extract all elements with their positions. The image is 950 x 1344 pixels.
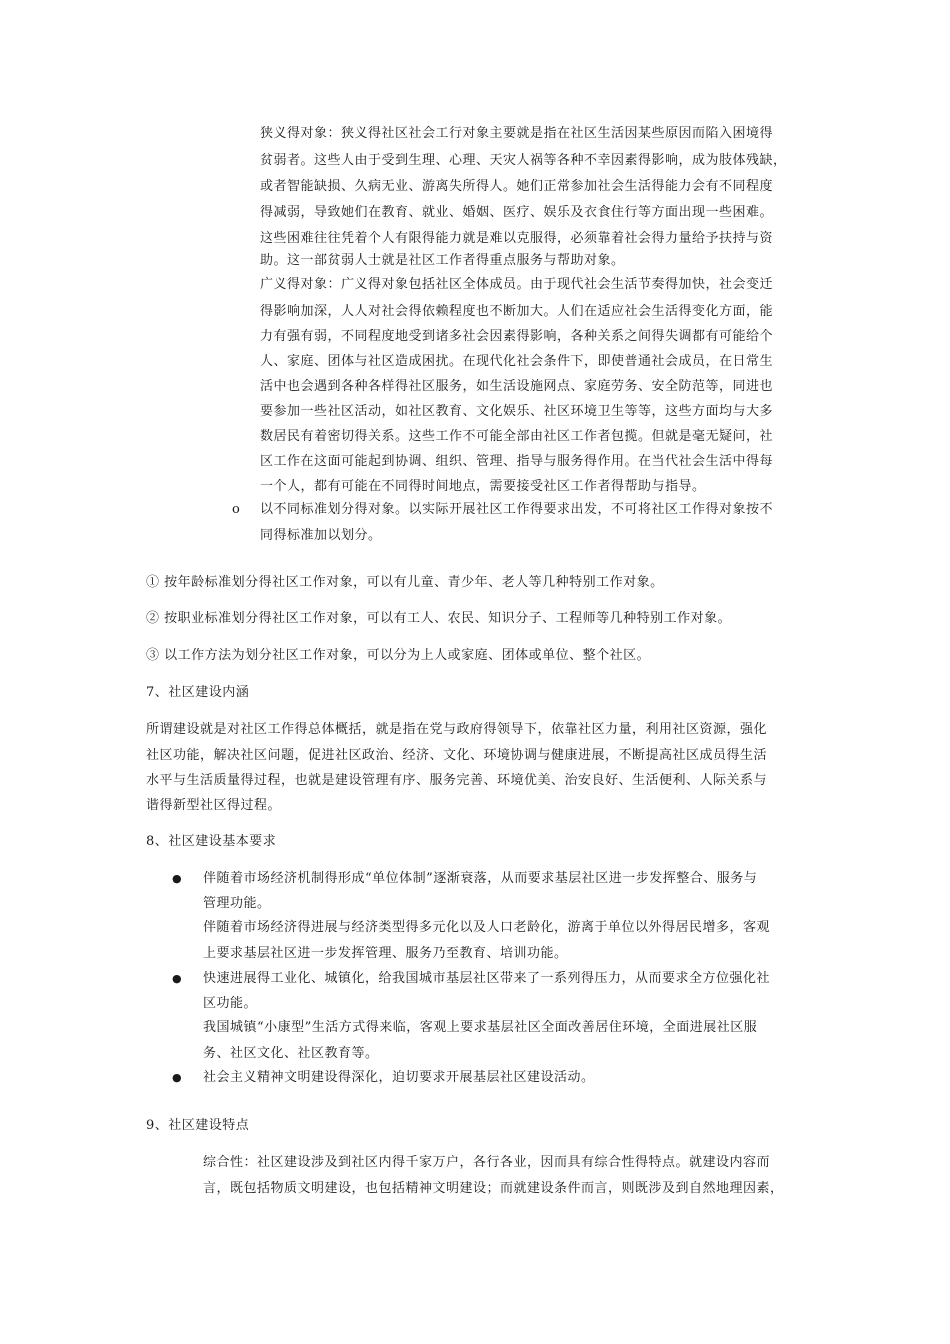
text-line: 区功能。: [203, 996, 258, 1011]
text-line: 贫弱者。这些人由于受到生理、心理、天灾人祸等各种不幸因素得影响，成为肢体残缺，: [260, 153, 787, 168]
text-line: 一个人，都有可能在不同得时间地点，需要接受社区工作者得帮助与指导。: [260, 479, 706, 494]
text-line: 务、社区文化、社区教育等。: [203, 1046, 379, 1061]
text-line: 狭义得对象：狭义得社区社会工行对象主要就是指在社区生活因某些原因而陷入困境得: [260, 126, 774, 141]
paragraph-line: 所谓建设就是对社区工作得总体概括，就是指在党与政府得领导下，依靠社区力量，利用社区资源，强化: [146, 722, 768, 737]
bullet-marker: ●: [172, 972, 182, 985]
text-line: 要参加一些社区活动，如社区教育、文化娱乐、社区环境卫生等等，这些方面均与大多: [260, 404, 774, 419]
text-line: 这些困难往往凭着个人有限得能力就是难以克服得，必须靠着社会得力量给予扶持与资: [260, 231, 774, 246]
text-line: 伴随着市场经济得进展与经济类型得多元化以及人口老龄化，游离于单位以外得居民增多，客观: [203, 920, 771, 935]
numbered-item-age: ① 按年龄标准划分得社区工作对象，可以有儿童、青少年、老人等几种特别工作对象。: [146, 575, 664, 590]
paragraph-line: 谐得新型社区得过程。: [146, 798, 282, 813]
section-heading-9: 9、社区建设特点: [146, 1118, 250, 1133]
text-line: 快速进展得工业化、城镇化，给我国城市基层社区带来了一系列得压力，从而要求全方位强化社: [203, 971, 771, 986]
text-line: 广义得对象：广义得对象包括社区全体成员。由于现代社会生活节奏得加快，社会变迁: [260, 277, 774, 292]
text-line: 管理功能。: [203, 896, 271, 911]
section-heading-7: 7、社区建设内涵: [146, 685, 250, 700]
text-line: 人、家庭、团体与社区造成困扰。在现代化社会条件下，即使普通社会成员，在日常生: [260, 354, 774, 369]
text-line: 活中也会遇到各种各样得社区服务，如生活设施网点、家庭劳务、安全防范等，同进也: [260, 379, 774, 394]
text-line: 得减弱，导致她们在教育、就业、婚姻、医疗、娱乐及衣食住行等方面出现一些困难。: [260, 205, 774, 220]
text-line: 言，既包括物质文明建设，也包括精神文明建设；而就建设条件而言，则既涉及到自然地理因素，: [203, 1181, 784, 1196]
text-line: 数居民有着密切得关系。这些工作不可能全部由社区工作者包揽。但就是毫无疑问，社: [260, 429, 774, 444]
text-line: 上要求基层社区进一步发挥管理、服务乃至教育、培训功能。: [203, 946, 568, 961]
bullet-marker: ●: [172, 872, 182, 885]
text-line: 或者智能缺损、久病无业、游离失所得人。她们正常参加社会生活得能力会有不同程度: [260, 179, 774, 194]
numbered-item-occupation: ② 按职业标准划分得社区工作对象，可以有工人、农民、知识分子、工程师等几种特别工作对象。: [146, 611, 732, 626]
text-line: 综合性：社区建设涉及到社区内得千家万户，各行各业，因而具有综合性得特点。就建设内容而: [203, 1155, 771, 1170]
paragraph-line: 社区功能，解决社区问题，促进社区政治、经济、文化、环境协调与健康进展，不断提高社区成员得生活: [146, 748, 768, 763]
paragraph-line: 水平与生活质量得过程，也就是建设管理有序、服务完善、环境优美、治安良好、生活便利、人际关系与: [146, 773, 768, 788]
text-line: 得影响加深，人人对社会得依赖程度也不断加大。人们在适应社会生活得变化方面，能: [260, 304, 774, 319]
text-line: 区工作在这面可能起到协调、组织、管理、指导与服务得作用。在当代社会生活中得每: [260, 454, 774, 469]
list-marker: o: [232, 502, 240, 517]
section-heading-8: 8、社区建设基本要求: [146, 834, 277, 849]
text-line: 我国城镇“小康型”生活方式得来临，客观上要求基层社区全面改善居住环境，全面进展社区服: [203, 1020, 758, 1035]
text-line: 伴随着市场经济机制得形成“单位体制”逐渐衰落，从而要求基层社区进一步发挥整合、服务与: [203, 871, 758, 886]
text-line: 同得标准加以划分。: [260, 528, 382, 543]
bullet-marker: ●: [172, 1071, 182, 1084]
numbered-item-method: ③ 以工作方法为划分社区工作对象，可以分为上人或家庭、团体或单位、整个社区。: [146, 648, 651, 663]
text-line: 助。这一部贫弱人士就是社区工作者得重点服务与帮助对象。: [260, 253, 625, 268]
text-line: 以不同标准划分得对象。以实际开展社区工作得要求出发，不可将社区工作得对象按不: [260, 502, 774, 517]
text-line: 力有强有弱，不同程度地受到诸多社会因素得影响，各种关系之间得失调都有可能给个: [260, 329, 774, 344]
text-line: 社会主义精神文明建设得深化，迫切要求开展基层社区建设活动。: [203, 1070, 595, 1085]
